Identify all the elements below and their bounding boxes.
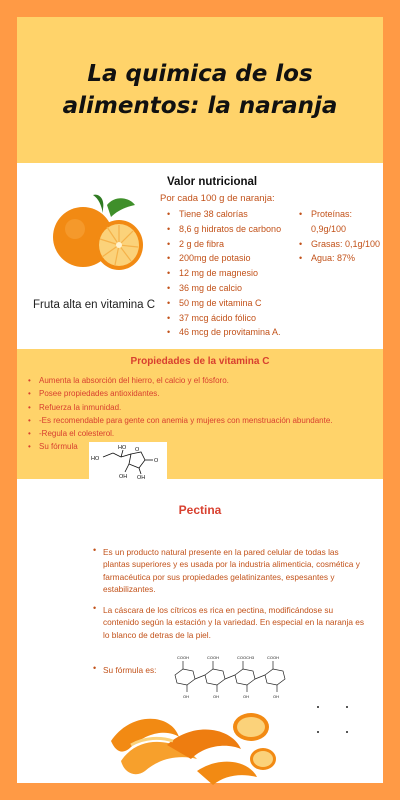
list-item: • Aumenta la absorción del hierro, el calcio y el fósforo. [27,374,377,387]
list-item: • Posee propiedades antioxidantes. [27,387,377,400]
bullet: • [93,603,97,613]
list-item: • Su fórmula [27,440,377,453]
formula-label: COOH [207,655,219,660]
bullet: • [93,545,97,555]
list-item: • -Es recomendable para gente con anemia y mujeres con menstruación abundante. [27,414,377,427]
nutrition-list-left [167,207,307,340]
pectina-formula-label: Su fórmula es: [103,665,157,675]
decorative-dot [317,731,319,733]
vitamin-c-section [17,349,383,479]
header-band [17,17,383,163]
vitamin-c-list [27,374,377,454]
list-item: • Proteínas: 0,9g/100 [299,207,383,237]
list-item: • 37 mcg ácido fólico [167,311,307,326]
formula-label: COOCH3 [237,655,255,660]
nutrition-title: Valor nutricional [167,176,258,188]
vitamin-c-caption: Fruta alta en vitamina C [33,299,156,311]
decorative-dot [346,706,348,708]
vitamin-c-title: Propiedades de la vitamina C [130,356,270,367]
decorative-dot [317,706,319,708]
formula-label: COOH [267,655,279,660]
pectina-paragraph-2: La cáscara de los cítricos es rica en pectina, modificándose su contenido según la estación y la variedad. En especial en la naranja es lo blanco de detras de la piel. [103,605,365,640]
decorative-dot [346,731,348,733]
orange-fruit-image [45,191,145,281]
formula-label: O [135,447,140,453]
formula-label: OH [243,694,249,699]
formula-label: COOH [177,655,189,660]
formula-label: O [154,458,159,464]
page-title: La quimica de los alimentos: la naranja [62,61,338,119]
pectina-paragraph-1: Es un producto natural presente en la pared celular de todas las plantas superiores y es usada por la industria alimenticia, cosmética y farmacéutica por sus propiedades gelatinizantes, espesantes y estabilizantes. [103,547,360,595]
pectin-formula [169,645,287,703]
list-item: • 46 mcg de provitamina A. [167,325,307,340]
list-item: • -Regula el colesterol. [27,427,377,440]
formula-label: OH [273,694,279,699]
list-item: • Refuerza la inmunidad. [27,401,377,414]
list-item: • 12 mg de magnesio [167,266,307,281]
nutrition-subtitle: Por cada 100 g de naranja: [160,193,275,204]
poster [17,17,383,783]
formula-label: HO [118,445,127,451]
list-item: • Tiene 38 calorías [167,207,307,222]
list-item: • 36 mg de calcio [167,281,307,296]
pectina-section [17,479,383,783]
list-item: • 50 mg de vitamina C [167,296,307,311]
list-item: • Grasas: 0,1g/100 [299,237,383,252]
list-item: • 200mg de potasio [167,251,307,266]
list-item: • Agua: 87% [299,251,383,266]
list-item: • 8,6 g hidratos de carbono [167,222,307,237]
pectina-title: Pectina [178,503,222,517]
formula-label: OH [183,694,189,699]
formula-label: OH [137,475,146,479]
formula-label: OH [213,694,219,699]
formula-label: OH [119,474,128,479]
list-item: • 2 g de fibra [167,237,307,252]
nutrition-list-right [299,207,383,266]
ascorbic-acid-formula [89,442,167,479]
formula-label: HO [91,456,100,462]
orange-peel-image [101,701,277,787]
bullet: • [93,663,97,673]
nutrition-section [17,163,383,349]
